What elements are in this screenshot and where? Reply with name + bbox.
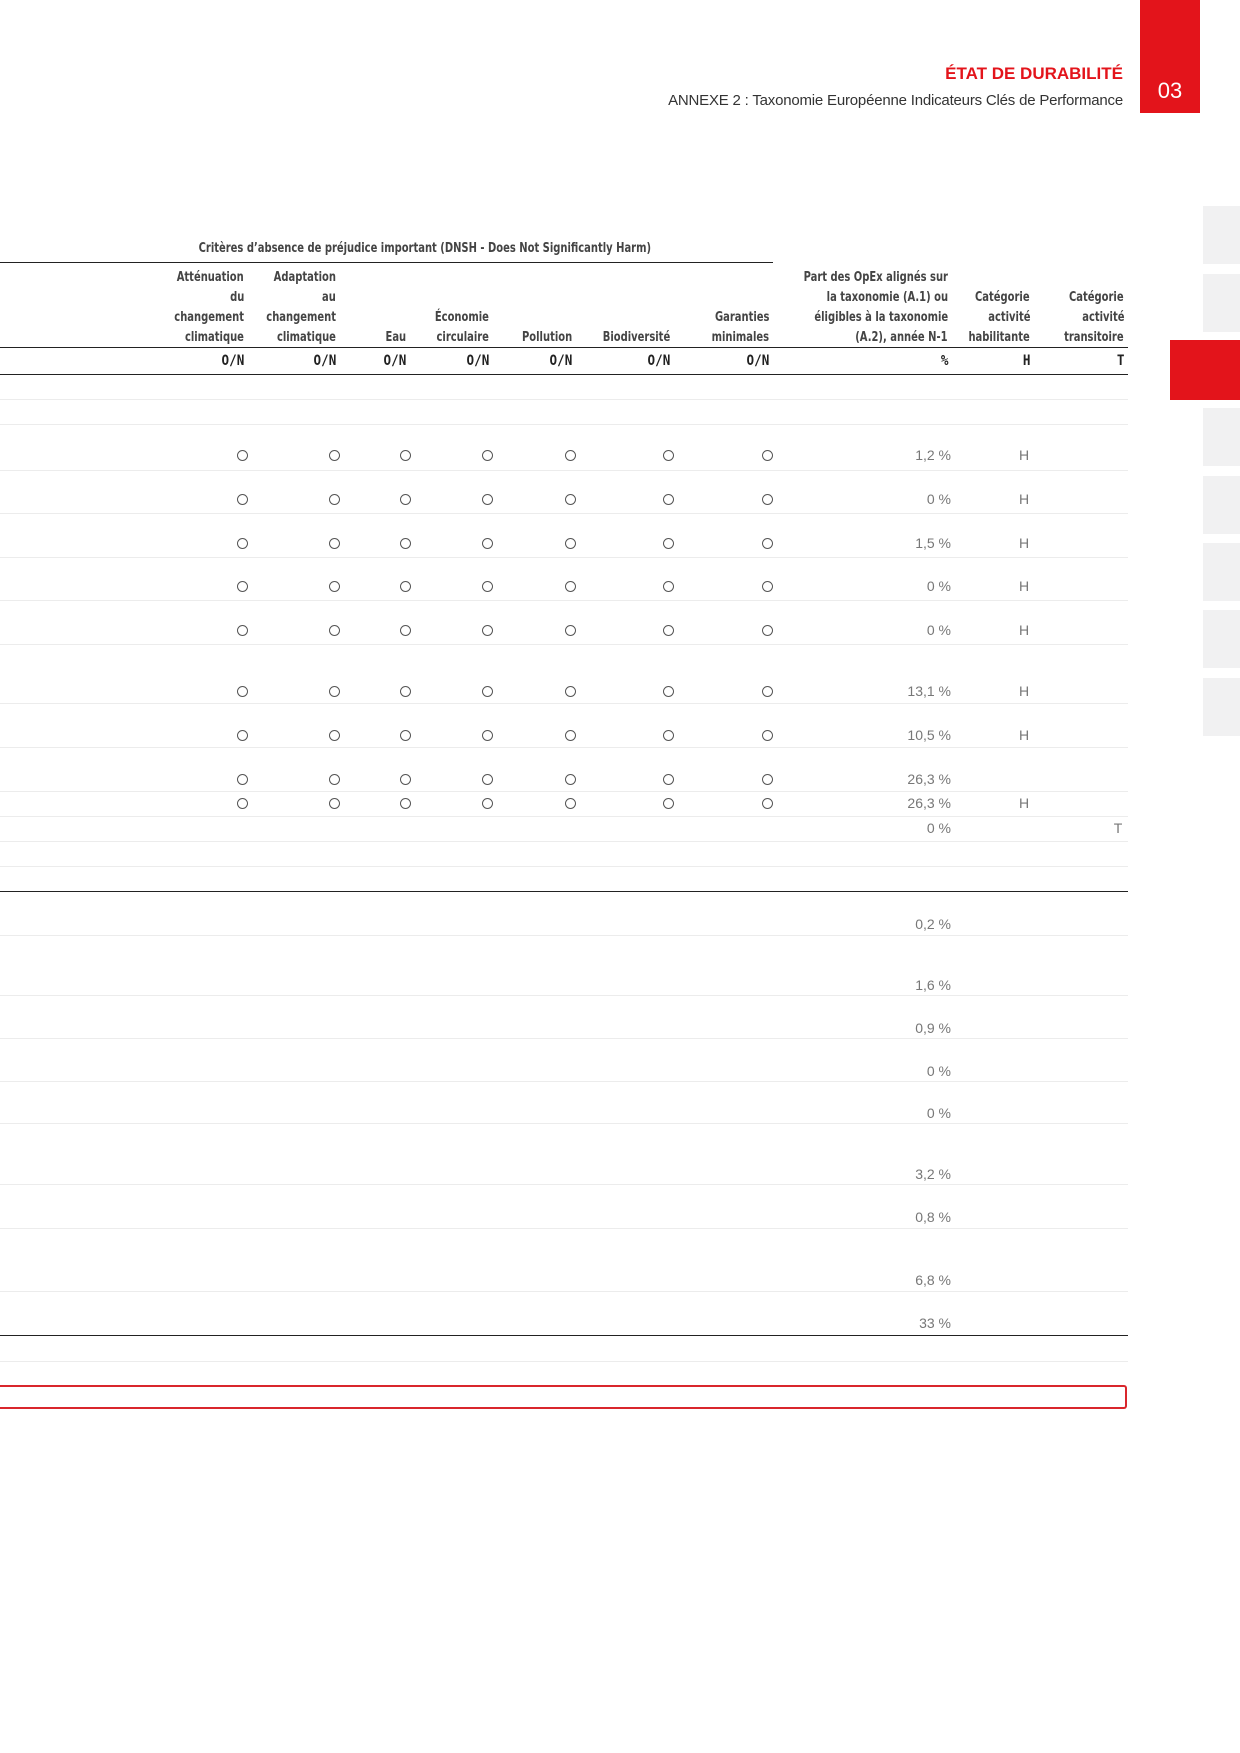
row-separator	[0, 816, 1128, 817]
row-separator	[0, 644, 1128, 645]
row-separator	[0, 1228, 1128, 1229]
dnsh-criterion-circle	[482, 581, 493, 592]
dnsh-criterion-circle	[663, 450, 674, 461]
dnsh-criterion-circle	[482, 730, 493, 741]
header-rule-top	[0, 262, 773, 263]
dnsh-criterion-circle	[762, 798, 773, 809]
row-separator	[0, 935, 1128, 936]
dnsh-criterion-circle	[482, 494, 493, 505]
dnsh-criterion-circle	[482, 798, 493, 809]
section-a-rule	[0, 891, 1128, 892]
row-separator	[0, 1123, 1128, 1124]
column-header-7-line-2: minimales	[711, 329, 769, 345]
opex-value: 1,5 %	[915, 535, 951, 551]
column-header-1-line-2: du	[229, 289, 244, 305]
enabling-activity-flag: H	[1018, 622, 1030, 638]
opex-value: 26,3 %	[907, 771, 951, 787]
column-header-8-line-3: éligibles à la taxonomie	[814, 309, 948, 325]
dnsh-criterion-circle	[329, 686, 340, 697]
column-header-2-line-2: au	[322, 289, 336, 305]
row-separator	[0, 1184, 1128, 1185]
column-header-10-line-3: transitoire	[1064, 329, 1124, 345]
enabling-activity-flag: H	[1018, 447, 1030, 463]
dnsh-criterion-circle	[400, 450, 411, 461]
dnsh-criterion-circle	[663, 494, 674, 505]
dnsh-criterion-circle	[329, 625, 340, 636]
dnsh-criterion-circle	[663, 774, 674, 785]
dnsh-criterion-circle	[237, 625, 248, 636]
dnsh-criterion-circle	[400, 730, 411, 741]
dnsh-criterion-circle	[663, 686, 674, 697]
row-separator	[0, 470, 1128, 471]
column-header-3-line-1: Eau	[385, 329, 406, 345]
section-title: ÉTAT DE DURABILITÉ	[945, 64, 1123, 83]
enabling-activity-flag: H	[1018, 535, 1030, 551]
dnsh-criterion-circle	[565, 686, 576, 697]
opex-value: 10,5 %	[907, 727, 951, 743]
dnsh-criterion-circle	[482, 450, 493, 461]
dnsh-criterion-circle	[565, 625, 576, 636]
row-separator	[0, 1038, 1128, 1039]
side-tab-5[interactable]	[1203, 476, 1240, 534]
dnsh-criterion-circle	[565, 730, 576, 741]
dnsh-criterion-circle	[400, 686, 411, 697]
column-header-4-line-2: circulaire	[436, 329, 489, 345]
dnsh-criterion-circle	[663, 538, 674, 549]
dnsh-criterion-circle	[663, 730, 674, 741]
row-separator	[0, 1361, 1128, 1362]
dnsh-criterion-circle	[329, 450, 340, 461]
opex-value: 13,1 %	[907, 683, 951, 699]
dnsh-criterion-circle	[237, 686, 248, 697]
dnsh-group-title: Critères d’absence de préjudice important (DNSH - Does Not Significantly Harm)	[198, 240, 652, 256]
dnsh-criterion-circle	[400, 494, 411, 505]
side-tab-4[interactable]	[1203, 408, 1240, 466]
dnsh-criterion-circle	[400, 625, 411, 636]
opex-value: 6,8 %	[915, 1272, 951, 1288]
dnsh-criterion-circle	[762, 581, 773, 592]
column-unit-8: %	[940, 353, 948, 369]
dnsh-criterion-circle	[400, 581, 411, 592]
row-separator	[0, 791, 1128, 792]
column-header-6-line-1: Biodiversité	[602, 329, 670, 345]
column-unit-9: H	[1022, 353, 1030, 369]
dnsh-criterion-circle	[329, 774, 340, 785]
side-tab-6[interactable]	[1203, 543, 1240, 601]
row-separator	[0, 399, 1128, 400]
dnsh-criterion-circle	[663, 581, 674, 592]
chapter-tab[interactable]	[1140, 0, 1200, 113]
dnsh-criterion-circle	[329, 581, 340, 592]
row-separator	[0, 841, 1128, 842]
dnsh-criterion-circle	[482, 686, 493, 697]
dnsh-criterion-circle	[663, 798, 674, 809]
column-unit-7: O/N	[746, 353, 769, 369]
dnsh-criterion-circle	[482, 538, 493, 549]
row-separator	[0, 424, 1128, 425]
opex-value: 0,9 %	[915, 1020, 951, 1036]
opex-value: 0,8 %	[915, 1209, 951, 1225]
enabling-activity-flag: H	[1018, 578, 1030, 594]
side-tab-1[interactable]	[1203, 206, 1240, 264]
dnsh-criterion-circle	[400, 538, 411, 549]
dnsh-criterion-circle	[565, 538, 576, 549]
dnsh-criterion-circle	[237, 798, 248, 809]
dnsh-criterion-circle	[762, 730, 773, 741]
row-separator	[0, 703, 1128, 704]
column-unit-10: T	[1116, 353, 1124, 369]
row-separator	[0, 995, 1128, 996]
opex-value: 26,3 %	[907, 795, 951, 811]
side-tab-2[interactable]	[1203, 274, 1240, 332]
column-header-8-line-1: Part des OpEx alignés sur	[803, 269, 948, 285]
opex-value: 0,2 %	[915, 916, 951, 932]
column-header-1-line-1: Atténuation	[176, 269, 244, 285]
column-unit-2: O/N	[313, 353, 336, 369]
column-header-10-line-2: activité	[1081, 309, 1124, 325]
enabling-activity-flag: H	[1018, 795, 1030, 811]
column-header-4-line-1: Économie	[434, 309, 489, 325]
dnsh-criterion-circle	[329, 538, 340, 549]
opex-value: 1,6 %	[915, 977, 951, 993]
total-row-highlight	[0, 1385, 1127, 1409]
column-header-9-line-1: Catégorie	[975, 289, 1030, 305]
dnsh-criterion-circle	[237, 538, 248, 549]
opex-value: 0 %	[926, 1105, 951, 1121]
side-tab-3[interactable]	[1170, 340, 1240, 400]
column-header-2-line-4: climatique	[277, 329, 336, 345]
annex-subtitle: ANNEXE 2 : Taxonomie Européenne Indicateurs Clés de Performance	[668, 92, 1123, 109]
row-separator	[0, 1291, 1128, 1292]
dnsh-criterion-circle	[663, 625, 674, 636]
units-rule	[0, 374, 1128, 375]
column-unit-4: O/N	[466, 353, 489, 369]
opex-value: 33 %	[919, 1315, 951, 1331]
dnsh-criterion-circle	[237, 494, 248, 505]
column-header-9-line-2: activité	[987, 309, 1030, 325]
dnsh-criterion-circle	[237, 581, 248, 592]
dnsh-criterion-circle	[565, 774, 576, 785]
dnsh-criterion-circle	[400, 798, 411, 809]
dnsh-criterion-circle	[329, 494, 340, 505]
column-header-5-line-1: Pollution	[521, 329, 572, 345]
column-header-2-line-1: Adaptation	[273, 269, 336, 285]
row-separator	[0, 866, 1128, 867]
dnsh-criterion-circle	[565, 450, 576, 461]
dnsh-criterion-circle	[237, 774, 248, 785]
dnsh-criterion-circle	[329, 798, 340, 809]
side-tab-8[interactable]	[1203, 678, 1240, 736]
dnsh-criterion-circle	[565, 798, 576, 809]
column-unit-3: O/N	[383, 353, 406, 369]
dnsh-criterion-circle	[762, 686, 773, 697]
row-separator	[0, 600, 1128, 601]
row-separator	[0, 557, 1128, 558]
opex-value: 0 %	[926, 578, 951, 594]
opex-value: 0 %	[926, 622, 951, 638]
dnsh-criterion-circle	[565, 581, 576, 592]
column-header-8-line-2: la taxonomie (A.1) ou	[826, 289, 948, 305]
column-unit-5: O/N	[549, 353, 572, 369]
enabling-activity-flag: H	[1018, 683, 1030, 699]
dnsh-criterion-circle	[762, 450, 773, 461]
dnsh-criterion-circle	[762, 494, 773, 505]
column-header-7-line-1: Garanties	[714, 309, 769, 325]
row-separator	[0, 513, 1128, 514]
opex-value: 0 %	[926, 491, 951, 507]
section-b-rule	[0, 1335, 1128, 1336]
column-header-10-line-1: Catégorie	[1069, 289, 1124, 305]
column-header-9-line-3: habilitante	[968, 329, 1030, 345]
dnsh-criterion-circle	[400, 774, 411, 785]
column-unit-1: O/N	[221, 353, 244, 369]
dnsh-criterion-circle	[762, 774, 773, 785]
row-separator	[0, 747, 1128, 748]
dnsh-criterion-circle	[329, 730, 340, 741]
column-header-8-line-4: (A.2), année N-1	[855, 329, 948, 345]
dnsh-criterion-circle	[565, 494, 576, 505]
dnsh-criterion-circle	[762, 625, 773, 636]
enabling-activity-flag: H	[1018, 491, 1030, 507]
column-header-2-line-3: changement	[266, 309, 336, 325]
column-unit-6: O/N	[647, 353, 670, 369]
side-tab-7[interactable]	[1203, 610, 1240, 668]
enabling-activity-flag: H	[1018, 727, 1030, 743]
column-header-1-line-3: changement	[174, 309, 244, 325]
dnsh-criterion-circle	[482, 625, 493, 636]
opex-value: 1,2 %	[915, 447, 951, 463]
dnsh-criterion-circle	[482, 774, 493, 785]
chapter-number: 03	[1157, 78, 1183, 103]
dnsh-criterion-circle	[237, 450, 248, 461]
opex-value: 0 %	[926, 820, 951, 836]
column-header-1-line-4: climatique	[185, 329, 244, 345]
header-rule	[0, 347, 1128, 348]
opex-value: 3,2 %	[915, 1166, 951, 1182]
row-separator	[0, 1081, 1128, 1082]
transitional-activity-flag: T	[1113, 820, 1123, 836]
dnsh-criterion-circle	[762, 538, 773, 549]
dnsh-criterion-circle	[237, 730, 248, 741]
opex-value: 0 %	[926, 1063, 951, 1079]
